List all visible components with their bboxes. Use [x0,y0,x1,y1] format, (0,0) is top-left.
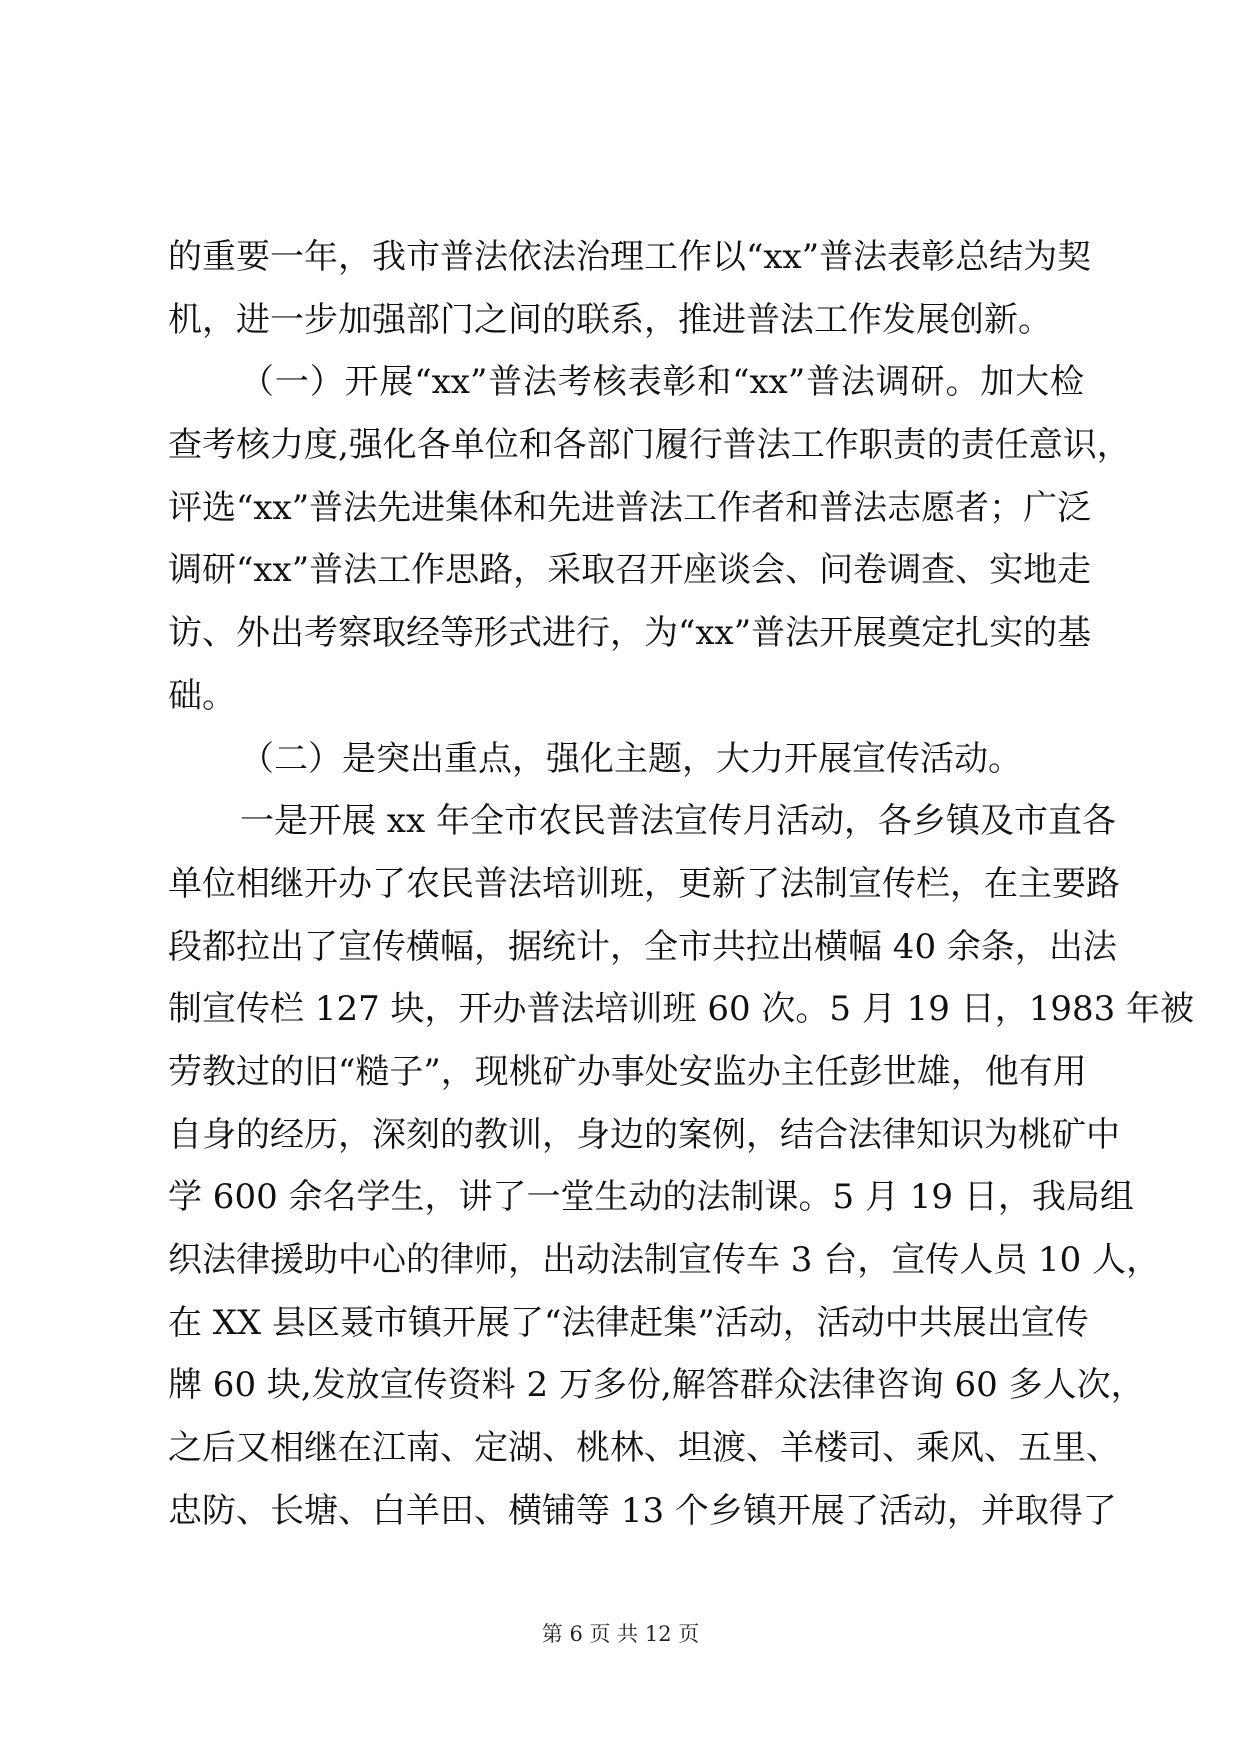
text-line: 的重要一年，我市普法依法治理工作以“xx”普法表彰总结为契 [168,237,1092,277]
text-line: 查考核力度,强化各单位和各部门履行普法工作职责的责任意识， [168,425,1131,466]
text-line: 制宣传栏 127 块，开办普法培训班 60 次。5 月 19 日，1983 年被 [168,989,1195,1030]
section-heading-1: （一）开展“xx”普法考核表彰和“xx”普法调研。加大检 [240,362,1084,403]
text-line: 调研“xx”普法工作思路，采取召开座谈会、问卷调查、实地走 [168,550,1092,591]
text-line: 劳教过的旧“糙子”，现桃矿办事处安监办主任彭世雄，他有用 [168,1051,1087,1092]
text-line: 评选“xx”普法先进集体和先进普法工作者和普法志愿者；广泛 [168,487,1092,528]
document-body [168,226,1195,1542]
text-line: 织法律援助中心的律师，出动法制宣传车 3 台，宣传人员 10 人， [168,1240,1161,1280]
text-line: 牌 60 块,发放宣传资料 2 万多份,解答群众法律咨询 60 多人次， [168,1365,1145,1406]
text-line: 忠防、长塘、白羊田、横铺等 13 个乡镇开展了活动，并取得了 [168,1490,1117,1531]
text-line: 一是开展 xx 年全市农民普法宣传月活动，各乡镇及市直各 [240,801,1116,842]
page-number-footer: 第 6 页 共 12 页 [541,1622,700,1646]
text-line: 础。 [168,675,236,716]
text-line: 在 XX 县区聂市镇开展了“法律赶集”活动，活动中共展出宣传 [168,1302,1089,1343]
text-line: 单位相继开办了农民普法培训班，更新了法制宣传栏，在主要路 [168,863,1120,904]
text-line: 之后又相继在江南、定湖、桃林、坦渡、羊楼司、乘风、五里、 [168,1428,1120,1469]
text-line: 访、外出考察取经等形式进行，为“xx”普法开展奠定扎实的基 [168,613,1092,654]
text-line: 段都拉出了宣传横幅，据统计，全市共拉出横幅 40 余条，出法 [168,926,1117,967]
text-line: 机，进一步加强部门之间的联系，推进普法工作发展创新。 [168,299,1052,340]
text-line: 学 600 余名学生，讲了一堂生动的法制课。5 月 19 日，我局组 [168,1177,1134,1218]
text-line: 自身的经历，深刻的教训，身边的案例，结合法律知识为桃矿中 [168,1114,1120,1155]
section-heading-2: （二）是突出重点，强化主题，大力开展宣传活动。 [240,738,1022,779]
